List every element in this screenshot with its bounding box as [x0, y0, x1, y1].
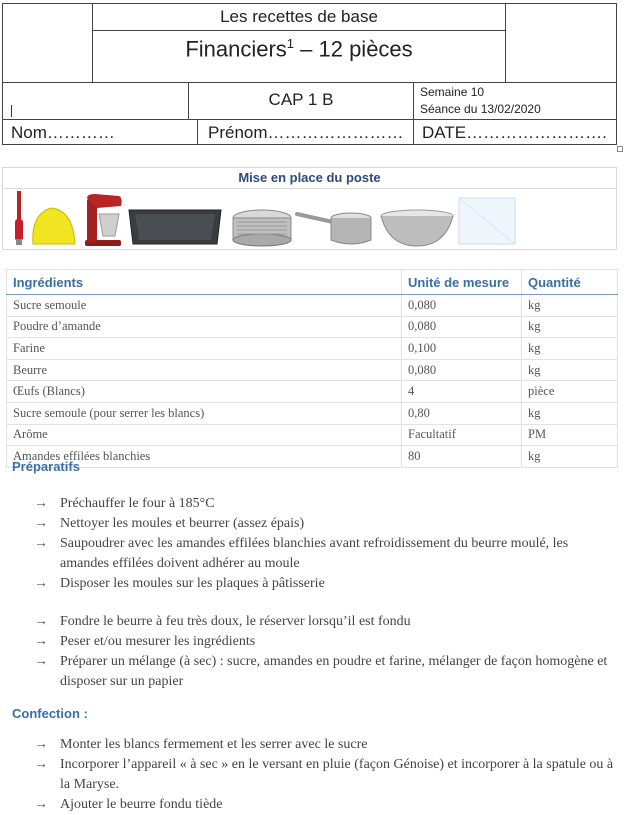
parchment-paper-icon [457, 196, 517, 246]
nom-field: Nom………… [11, 123, 115, 142]
footnote-mark: 1 [286, 36, 295, 51]
class-cell [188, 82, 414, 120]
ingredient-unit: kg [522, 402, 618, 424]
header-left-cell [2, 3, 93, 83]
table-row [7, 316, 618, 338]
preparatifs-list-2 [34, 612, 614, 692]
col-header-quantity: Quantité [522, 270, 618, 295]
mise-en-place-title: Mise en place du poste [3, 168, 616, 189]
preparatifs-list-1 [34, 494, 614, 594]
ingredient-amount: 0,080 [402, 316, 522, 338]
empty-cell [2, 82, 189, 120]
arrow-icon: → [34, 757, 48, 772]
ingredient-unit: kg [522, 295, 618, 317]
list-item: → Saupoudrer avec les amandes effilées blanchies avant refroidissement du beurre moulé, les amandes effilées doivent adhérer au moule [34, 536, 569, 571]
header-right-cell [505, 3, 617, 83]
session-cell [413, 82, 617, 120]
recipe-suffix: – 12 pièces [294, 36, 413, 62]
list-item: → Préchauffer le four à 185°C [34, 494, 614, 514]
table-row [7, 402, 618, 424]
class-label: CAP 1 B [268, 90, 334, 109]
ingredient-name: Farine [7, 338, 402, 360]
ingredients-header-row [7, 270, 618, 295]
ingredient-amount: 0,080 [402, 359, 522, 381]
session-label: Séance du 13/02/2020 [420, 102, 541, 116]
header-table [2, 3, 617, 145]
ingredient-name: Œufs (Blancs) [7, 381, 402, 403]
ingredient-name: Sucre semoule [7, 295, 402, 317]
sieve-icon [231, 208, 293, 248]
baking-tray-icon [125, 204, 225, 248]
title-cell [92, 3, 506, 31]
list-item: → Ajouter le beurre fondu tiède [34, 795, 614, 815]
nom-cell [2, 119, 198, 145]
arrow-icon: → [34, 797, 48, 812]
list-item: → Disposer les moules sur les plaques à pâtisserie [34, 574, 614, 594]
arrow-icon: → [34, 536, 48, 551]
corne-icon [29, 204, 77, 248]
mise-en-place [2, 167, 617, 250]
table-row [7, 359, 618, 381]
ingredient-amount: 0,80 [402, 402, 522, 424]
arrow-icon: → [34, 576, 48, 591]
stand-mixer-icon [81, 192, 125, 248]
mixing-bowl-icon [379, 208, 455, 248]
arrow-icon: → [34, 496, 48, 511]
text-cursor [11, 105, 12, 117]
list-item: → Peser et/ou mesurer les ingrédients [34, 632, 614, 652]
ingredient-name: Sucre semoule (pour serrer les blancs) [7, 402, 402, 424]
list-item: → Nettoyer les moules et beurrer (assez épais) [34, 514, 614, 534]
list-item: → Monter les blancs fermement et les serrer avec le sucre [34, 735, 614, 755]
arrow-icon: → [34, 634, 48, 649]
ingredient-unit: kg [522, 446, 618, 468]
table-row [7, 295, 618, 317]
week-label: Semaine 10 [420, 85, 485, 99]
ingredient-unit: pièce [522, 381, 618, 403]
table-row [7, 338, 618, 360]
ingredient-name: Poudre d’amande [7, 316, 402, 338]
saucepan-icon [295, 206, 375, 248]
prenom-field: Prénom…………………… [208, 123, 404, 142]
list-item: → Incorporer l’appareil « à sec » en le versant en pluie (façon Génoise) et incorporer à la spatule ou à la Maryse. [34, 757, 614, 792]
arrow-icon: → [34, 737, 48, 752]
page-title: Les recettes de base [220, 7, 378, 26]
ingredient-name: Arôme [7, 424, 402, 446]
recipe-title [93, 36, 505, 62]
confection-title: Confection : [12, 706, 88, 721]
arrow-icon: → [34, 654, 48, 669]
arrow-icon: → [34, 614, 48, 629]
col-header-ingredients: Ingrédients [7, 270, 402, 295]
ingredient-unit: kg [522, 338, 618, 360]
table-resize-handle[interactable] [617, 146, 623, 152]
ingredients-table [6, 269, 618, 468]
table-row [7, 424, 618, 446]
list-item: → Fondre le beurre à feu très doux, le réserver lorsqu’il est fondu [34, 612, 614, 632]
ingredient-unit: PM [522, 424, 618, 446]
prenom-cell [197, 119, 414, 145]
table-row [7, 446, 618, 468]
ingredient-amount: 0,100 [402, 338, 522, 360]
ingredient-amount: 80 [402, 446, 522, 468]
ingredient-amount: 4 [402, 381, 522, 403]
ingredient-name: Beurre [7, 359, 402, 381]
ingredient-amount: 0,080 [402, 295, 522, 317]
arrow-icon: → [34, 516, 48, 531]
list-item: → Préparer un mélange (à sec) : sucre, amandes en poudre et farine, mélanger de façon homogène et disposer sur un papier [34, 654, 608, 689]
date-field: DATE……………………. [422, 123, 607, 142]
ingredient-unit: kg [522, 359, 618, 381]
preparatifs-title: Préparatifs [12, 459, 80, 474]
ingredient-name: Amandes effilées blanchies [7, 446, 402, 468]
recipe-cell [92, 30, 506, 83]
ingredient-unit: kg [522, 316, 618, 338]
col-header-unit: Unité de mesure [402, 270, 522, 295]
recipe-name: Financiers [185, 36, 287, 62]
spatula-icon [9, 189, 29, 249]
ingredient-amount: Facultatif [402, 424, 522, 446]
confection-list [34, 735, 614, 815]
date-cell [413, 119, 617, 145]
table-row [7, 381, 618, 403]
